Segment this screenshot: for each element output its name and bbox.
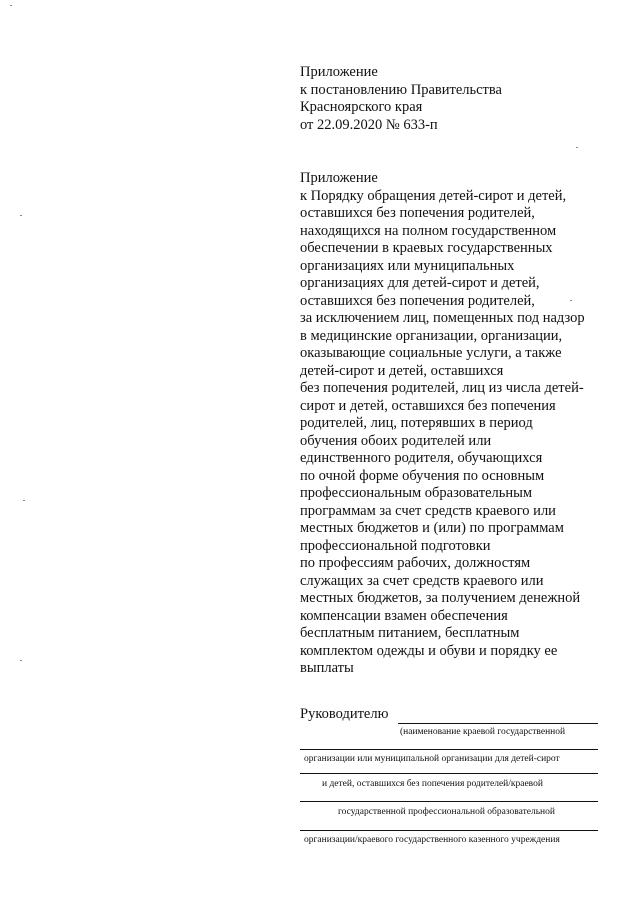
appendix-line: организациях для детей-сирот и детей, [300, 275, 540, 291]
appendix-line: обучения обоих родителей или [300, 432, 492, 449]
addressee-fill-line-3 [300, 773, 598, 774]
appendix-line: обеспечении в краевых государственных [300, 240, 553, 256]
scan-speck [20, 215, 22, 216]
appendix-line: единственного родителя, обучающихся [300, 450, 543, 466]
scan-speck [20, 660, 22, 661]
addressee-label: Руководителю [300, 706, 389, 722]
addressee-fill-line-4 [300, 801, 598, 802]
appendix-line: комплектом одежды и обуви и порядку ее [300, 642, 558, 659]
appendix-line: компенсации взамен обеспечения [300, 607, 508, 624]
appendix-line: по очной форме обучения по основным [300, 467, 545, 484]
appendix-line: находящихся на полном государственном [300, 222, 557, 239]
scan-speck [576, 147, 578, 148]
appendix-line: служащих за счет средств краевого или [300, 572, 544, 589]
appendix-line: без попечения родителей, лиц из числа детей- [300, 380, 584, 396]
appendix-line: по профессиям рабочих, должностям [300, 555, 531, 571]
addressee-fill-line [398, 723, 598, 724]
addressee-caption-2: организации или муниципальной организации для детей-сирот [304, 754, 560, 764]
appendix-line: Приложение [300, 64, 378, 80]
appendix-line: сирот и детей, оставшихся без попечения [300, 397, 556, 414]
appendix-line: профессиональным образовательным [300, 485, 533, 501]
appendix-line: Приложение [300, 170, 378, 186]
appendix-government-resolution [300, 64, 600, 134]
addressee-fill-line-2 [300, 749, 598, 750]
appendix-line: выплаты [300, 660, 354, 676]
addressee-row [300, 706, 600, 726]
appendix-line: родителей, лиц, потерявших в период [300, 415, 533, 431]
addressee-caption-1: (наименование краевой государственной [400, 727, 566, 737]
scan-speck [10, 5, 12, 6]
appendix-line: оказывающие социальные услуги, а также [300, 345, 562, 361]
addressee-caption-3: и детей, оставшихся без попечения родителей/краевой [322, 779, 543, 789]
appendix-line: местных бюджетов, за получением денежной [300, 590, 581, 606]
appendix-date-number: от 22.09.2020 № 633-п [300, 116, 438, 133]
appendix-line: к Порядку обращения детей-сирот и детей, [300, 187, 567, 204]
appendix-line: к постановлению Правительства [300, 81, 502, 98]
addressee-fill-line-5 [300, 830, 598, 831]
appendix-line: в медицинские организации, организации, [300, 327, 563, 344]
addressee-caption-5: организации/краевого государственного казенного учреждения [304, 835, 560, 845]
scan-speck [23, 500, 25, 501]
appendix-line: профессиональной подготовки [300, 537, 491, 554]
appendix-line: детей-сирот и детей, оставшихся [300, 362, 504, 379]
appendix-line: за исключением лиц, помещенных под надзор [300, 310, 585, 326]
addressee-caption-4: государственной профессиональной образовательной [338, 807, 555, 817]
appendix-line: организациях или муниципальных [300, 257, 515, 274]
appendix-line: программам за счет средств краевого или [300, 502, 556, 519]
appendix-line: оставшихся без попечения родителей, [300, 292, 535, 309]
scan-speck [570, 300, 572, 301]
appendix-line: местных бюджетов и (или) по программам [300, 520, 564, 536]
appendix-line: оставшихся без попечения родителей, [300, 205, 535, 221]
appendix-line: бесплатным питанием, бесплатным [300, 625, 520, 641]
appendix-line: Красноярского края [300, 99, 423, 115]
appendix-order-title [300, 170, 600, 678]
